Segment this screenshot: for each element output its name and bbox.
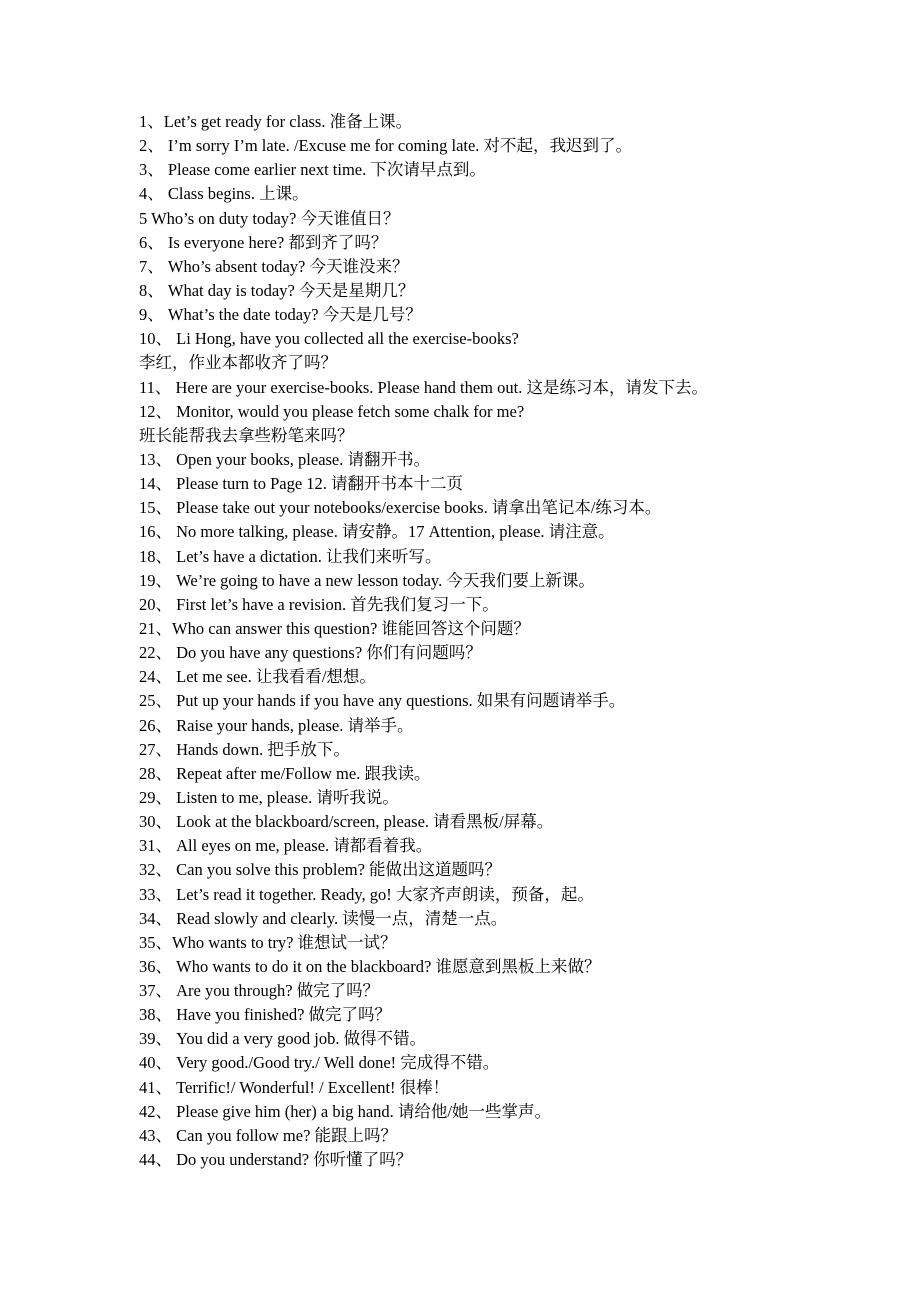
phrase-line-38: 38、 Have you finished? 做完了吗？ xyxy=(139,1005,392,1025)
phrase-line-24: 24、 Let me see. 让我看看/想想。 xyxy=(139,667,376,687)
phrase-line-5: 5 Who’s on duty today? 今天谁值日？ xyxy=(139,208,400,228)
phrase-line-31: 31、 All eyes on me, please. 请都看着我。 xyxy=(139,836,433,856)
phrase-line-2: 2、 I’m sorry I’m late. /Excuse me for coming late. 对不起，我迟到了。 xyxy=(139,136,633,156)
phrase-line-42: 42、 Please give him (her) a big hand. 请给他/她一些掌声。 xyxy=(139,1101,551,1121)
phrase-line-8: 8、 What day is today? 今天是星期几？ xyxy=(139,280,415,300)
phrase-line-40: 40、 Very good./Good try./ Well done! 完成得不错。 xyxy=(139,1053,500,1073)
classroom-phrase-list xyxy=(139,110,899,1172)
phrase-line-9: 9、 What’s the date today? 今天是几号？ xyxy=(139,305,422,325)
phrase-line-33: 33、 Let’s read it together. Ready, go! 大家齐声朗读，预备，起。 xyxy=(139,884,594,904)
phrase-line-22: 21、Who can answer this question? 谁能回答这个问题？ xyxy=(139,618,530,638)
phrase-line-37: 37、 Are you through? 做完了吗？ xyxy=(139,981,380,1001)
phrase-line-21: 20、 First let’s have a revision. 首先我们复习一下。 xyxy=(139,594,499,614)
phrase-line-3: 3、 Please come earlier next time. 下次请早点到。 xyxy=(139,160,486,180)
phrase-line-1: 1、Let’s get ready for class. 准备上课。 xyxy=(139,112,413,131)
phrase-line-18: 16、 No more talking, please. 请安静。17 Attention, please. 请注意。 xyxy=(139,522,615,542)
phrase-line-44: 44、 Do you understand? 你听懂了吗？ xyxy=(139,1150,413,1170)
phrase-line-27: 27、 Hands down. 把手放下。 xyxy=(139,739,350,759)
phrase-line-30: 30、 Look at the blackboard/screen, please. 请看黑板/屏幕。 xyxy=(139,812,554,832)
phrase-line-35: 35、Who wants to try? 谁想试一试？ xyxy=(139,932,397,952)
phrase-line-15: 13、 Open your books, please. 请翻开书。 xyxy=(139,449,431,469)
phrase-line-32: 32、 Can you solve this problem? 能做出这道题吗？ xyxy=(139,860,502,880)
phrase-line-16: 14、 Please turn to Page 12. 请翻开书本十二页 xyxy=(139,474,464,494)
phrase-line-23: 22、 Do you have any questions? 你们有问题吗？ xyxy=(139,643,482,663)
phrase-line-29: 29、 Listen to me, please. 请听我说。 xyxy=(139,787,399,807)
phrase-line-6: 6、 Is everyone here? 都到齐了吗？ xyxy=(139,232,388,252)
phrase-line-10: 10、 Li Hong, have you collected all the exercise-books? xyxy=(139,329,519,349)
phrase-line-11: 李红，作业本都收齐了吗？ xyxy=(139,353,337,373)
phrase-line-17: 15、 Please take out your notebooks/exercise books. 请拿出笔记本/练习本。 xyxy=(139,498,662,518)
phrase-line-34: 34、 Read slowly and clearly. 读慢一点，清楚一点。 xyxy=(139,908,508,928)
phrase-line-14: 班长能帮我去拿些粉笔来吗？ xyxy=(139,425,354,445)
phrase-line-39: 39、 You did a very good job. 做得不错。 xyxy=(139,1029,427,1049)
phrase-line-12: 11、 Here are your exercise-books. Please hand them out. 这是练习本，请发下去。 xyxy=(139,377,708,397)
phrase-line-4: 4、 Class begins. 上课。 xyxy=(139,184,309,204)
phrase-line-25: 25、 Put up your hands if you have any questions. 如果有问题请举手。 xyxy=(139,691,626,711)
phrase-line-28: 28、 Repeat after me/Follow me. 跟我读。 xyxy=(139,763,431,783)
phrase-line-13: 12、 Monitor, would you please fetch some chalk for me? xyxy=(139,401,525,421)
phrase-line-41: 41、 Terrific!/ Wonderful! / Excellent! 很棒！ xyxy=(139,1077,450,1097)
phrase-line-43: 43、 Can you follow me? 能跟上吗？ xyxy=(139,1125,398,1145)
phrase-line-7: 7、 Who’s absent today? 今天谁没来？ xyxy=(139,256,409,276)
phrase-line-26: 26、 Raise your hands, please. 请举手。 xyxy=(139,715,414,735)
phrase-line-20: 19、 We’re going to have a new lesson today. 今天我们要上新课。 xyxy=(139,570,595,590)
phrase-line-36: 36、 Who wants to do it on the blackboard? 谁愿意到黑板上来做？ xyxy=(139,956,601,976)
phrase-line-19: 18、 Let’s have a dictation. 让我们来听写。 xyxy=(139,546,442,566)
